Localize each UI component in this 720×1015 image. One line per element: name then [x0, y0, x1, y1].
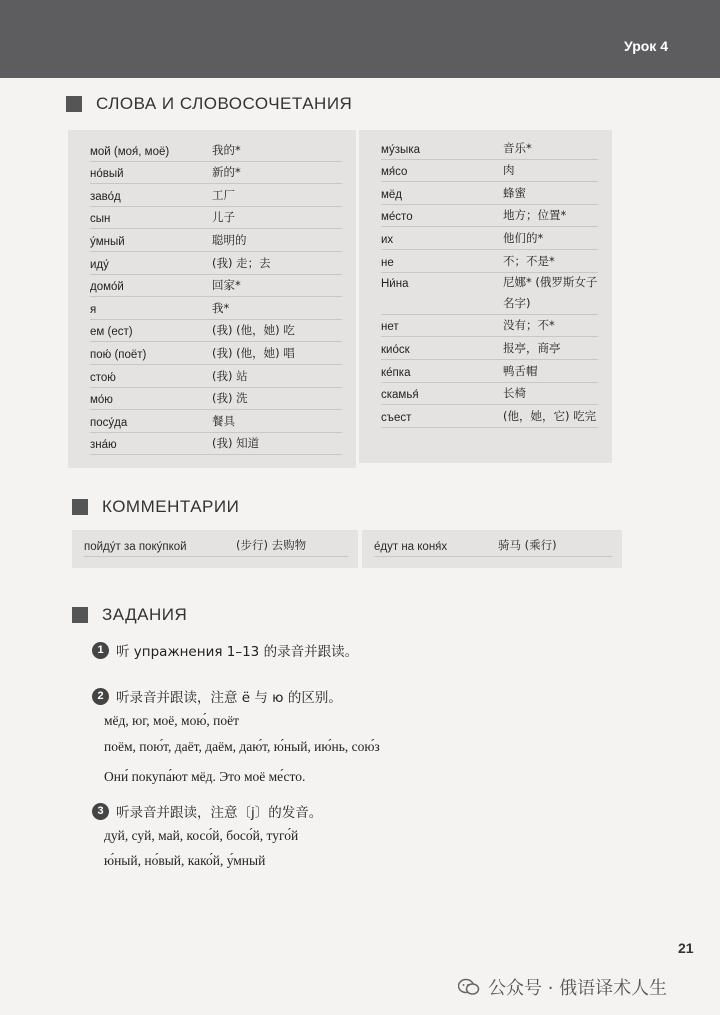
vocab-row: [90, 183, 342, 207]
vocab-word: ме́сто: [381, 211, 413, 224]
vocab-translation: 儿子: [212, 210, 235, 225]
vocab-row: [90, 296, 342, 320]
vocab-word: зна́ю: [90, 439, 117, 452]
vocab-translation: 报亭，商亭: [503, 340, 561, 355]
vocab-row: [381, 336, 598, 360]
vocab-translation: (我) 知道: [212, 436, 260, 451]
vocab-row: [90, 409, 342, 433]
comments-section-title: КОММЕНТАРИИ: [102, 497, 240, 516]
vocab-row: [381, 359, 598, 383]
tasks-section-title: ЗАДАНИЯ: [102, 605, 188, 624]
vocab-row: [381, 159, 598, 183]
vocab-word: скамья́: [381, 389, 419, 402]
vocab-word: съест: [381, 411, 412, 424]
section-marker-icon: [66, 96, 82, 112]
vocab-translation-continued: 名字): [503, 295, 531, 310]
task-instruction: 听 упражнения 1–13 的录音并跟读。: [116, 644, 359, 660]
vocab-row: [90, 138, 342, 162]
vocab-row: [90, 161, 342, 185]
vocab-translation: 餐具: [212, 413, 235, 428]
task-1: [92, 640, 358, 660]
vocab-word: ке́пка: [381, 366, 411, 379]
vocab-translation: 他们的*: [503, 230, 544, 245]
comment-box-left: [72, 530, 358, 568]
vocab-translation: (我) 站: [212, 368, 248, 383]
vocab-translation: (我) (他，她) 唱: [212, 345, 295, 360]
vocab-row: [381, 136, 598, 160]
comments-section-heading: [72, 497, 239, 517]
vocab-translation: 我的*: [212, 142, 241, 157]
task-instruction: 听录音并跟读，注意 ё 与 ю 的区别。: [116, 690, 342, 706]
vocab-translation: (我) 洗: [212, 391, 248, 406]
vocab-word: сын: [90, 213, 111, 226]
vocab-word: ем (ест): [90, 326, 133, 339]
vocab-translation: 回家*: [212, 278, 241, 293]
comment-word: пойду́т за поку́пкой: [84, 541, 187, 553]
task-number: 3: [92, 803, 109, 820]
comment-box-right: [362, 530, 622, 568]
vocab-row: [381, 249, 598, 273]
vocab-row: [90, 319, 342, 343]
task-line: ю́ный, но́вый, како́й, у́мный: [104, 853, 266, 868]
vocab-word: мя́со: [381, 166, 408, 179]
vocab-word: домо́й: [90, 281, 124, 294]
vocab-translation: 肉: [503, 163, 515, 178]
comment-word: е́дут на коня́х: [374, 541, 448, 553]
vocab-translation: 不；不是*: [503, 253, 555, 268]
vocab-row: [90, 274, 342, 298]
vocab-section-heading: [66, 94, 352, 114]
lesson-label: Урок 4: [624, 38, 668, 54]
vocab-row: [381, 314, 598, 338]
vocab-word: мо́ю: [90, 394, 113, 407]
vocab-translation: (我) (他，她) 吃: [212, 323, 295, 338]
vocab-translation: 没有；不*: [503, 318, 555, 333]
vocab-row: [90, 228, 342, 252]
vocab-word: пою́ (поёт): [90, 348, 147, 361]
comment-translation: 骑马 (乘行): [498, 538, 557, 552]
vocab-row: [381, 181, 598, 205]
vocab-row: [90, 364, 342, 388]
task-number: 2: [92, 688, 109, 705]
vocab-word: Ни́на: [381, 278, 409, 291]
vocab-word: стою́: [90, 371, 116, 384]
vocab-row: [381, 204, 598, 228]
vocab-word: их: [381, 233, 394, 246]
vocab-translation: (我) 走；去: [212, 255, 271, 270]
vocab-word: кио́ск: [381, 343, 410, 356]
watermark-text: 公众号 · 俄语译术人生: [488, 978, 668, 999]
vocab-translation: 我*: [212, 300, 230, 315]
vocab-translation: (他，她，它) 吃完: [503, 408, 597, 423]
vocab-word: мёд: [381, 188, 403, 201]
task-2: [92, 686, 380, 785]
task-line: Они́ покупа́ют мёд. Это моё ме́сто.: [104, 769, 306, 784]
vocab-translation: 长椅: [503, 386, 526, 401]
vocab-word: мой (моя́, моё): [90, 145, 170, 158]
wechat-icon: [458, 978, 480, 996]
vocab-row: [90, 432, 342, 456]
vocab-row: [90, 206, 342, 230]
header-band: [0, 0, 720, 78]
section-marker-icon: [72, 499, 88, 515]
task-instruction: 听录音并跟读，注意〔j〕的发音。: [116, 805, 323, 821]
watermark: [458, 974, 667, 1000]
task-number: 1: [92, 642, 109, 659]
task-line: дуй, суй, май, косо́й, бoсо́й, туго́й: [104, 828, 299, 843]
vocab-row: [90, 387, 342, 411]
task-3: [92, 801, 322, 869]
vocab-section-title: СЛОВА И СЛОВОСОЧЕТАНИЯ: [96, 94, 353, 113]
vocab-row: [381, 382, 598, 406]
vocab-translation: 蜂蜜: [503, 185, 526, 200]
vocab-word: я: [90, 303, 97, 316]
comment-row: [84, 534, 348, 557]
vocab-table-left: [68, 130, 356, 468]
vocab-row: [90, 341, 342, 365]
vocab-row: [381, 404, 598, 428]
task-line: поём, пою́т, даёт, даём, даю́т, ю́ный, ию́нь, сою́з: [104, 739, 380, 754]
task-line: мёд, юг, моё, мою́, поёт: [104, 713, 240, 728]
vocab-row: [381, 226, 598, 250]
vocab-translation: 鸭舌帽: [503, 363, 538, 378]
comment-row: [374, 534, 612, 557]
vocab-translation: 地方；位置*: [503, 208, 567, 223]
section-marker-icon: [72, 607, 88, 623]
vocab-table-right: [359, 130, 612, 463]
vocab-word: иду́: [90, 258, 109, 271]
vocab-word: заво́д: [90, 190, 121, 203]
vocab-row: [381, 272, 598, 315]
vocab-translation: 尼娜* (俄罗斯女子: [503, 275, 598, 290]
vocab-translation: 新的*: [212, 165, 241, 180]
vocab-word: му́зыка: [381, 143, 421, 156]
vocab-translation: 音乐*: [503, 140, 532, 155]
page-number: 21: [678, 940, 694, 956]
vocab-word: посу́да: [90, 416, 128, 429]
vocab-translation: 工厂: [212, 187, 235, 202]
vocab-translation: 聪明的: [212, 232, 247, 247]
vocab-word: нет: [381, 321, 399, 334]
vocab-word: у́мный: [90, 235, 125, 248]
vocab-word: не: [381, 256, 394, 269]
comment-translation: (步行) 去购物: [236, 538, 307, 552]
vocab-word: но́вый: [90, 168, 124, 181]
tasks-section-heading: [72, 605, 187, 625]
vocab-row: [90, 251, 342, 275]
